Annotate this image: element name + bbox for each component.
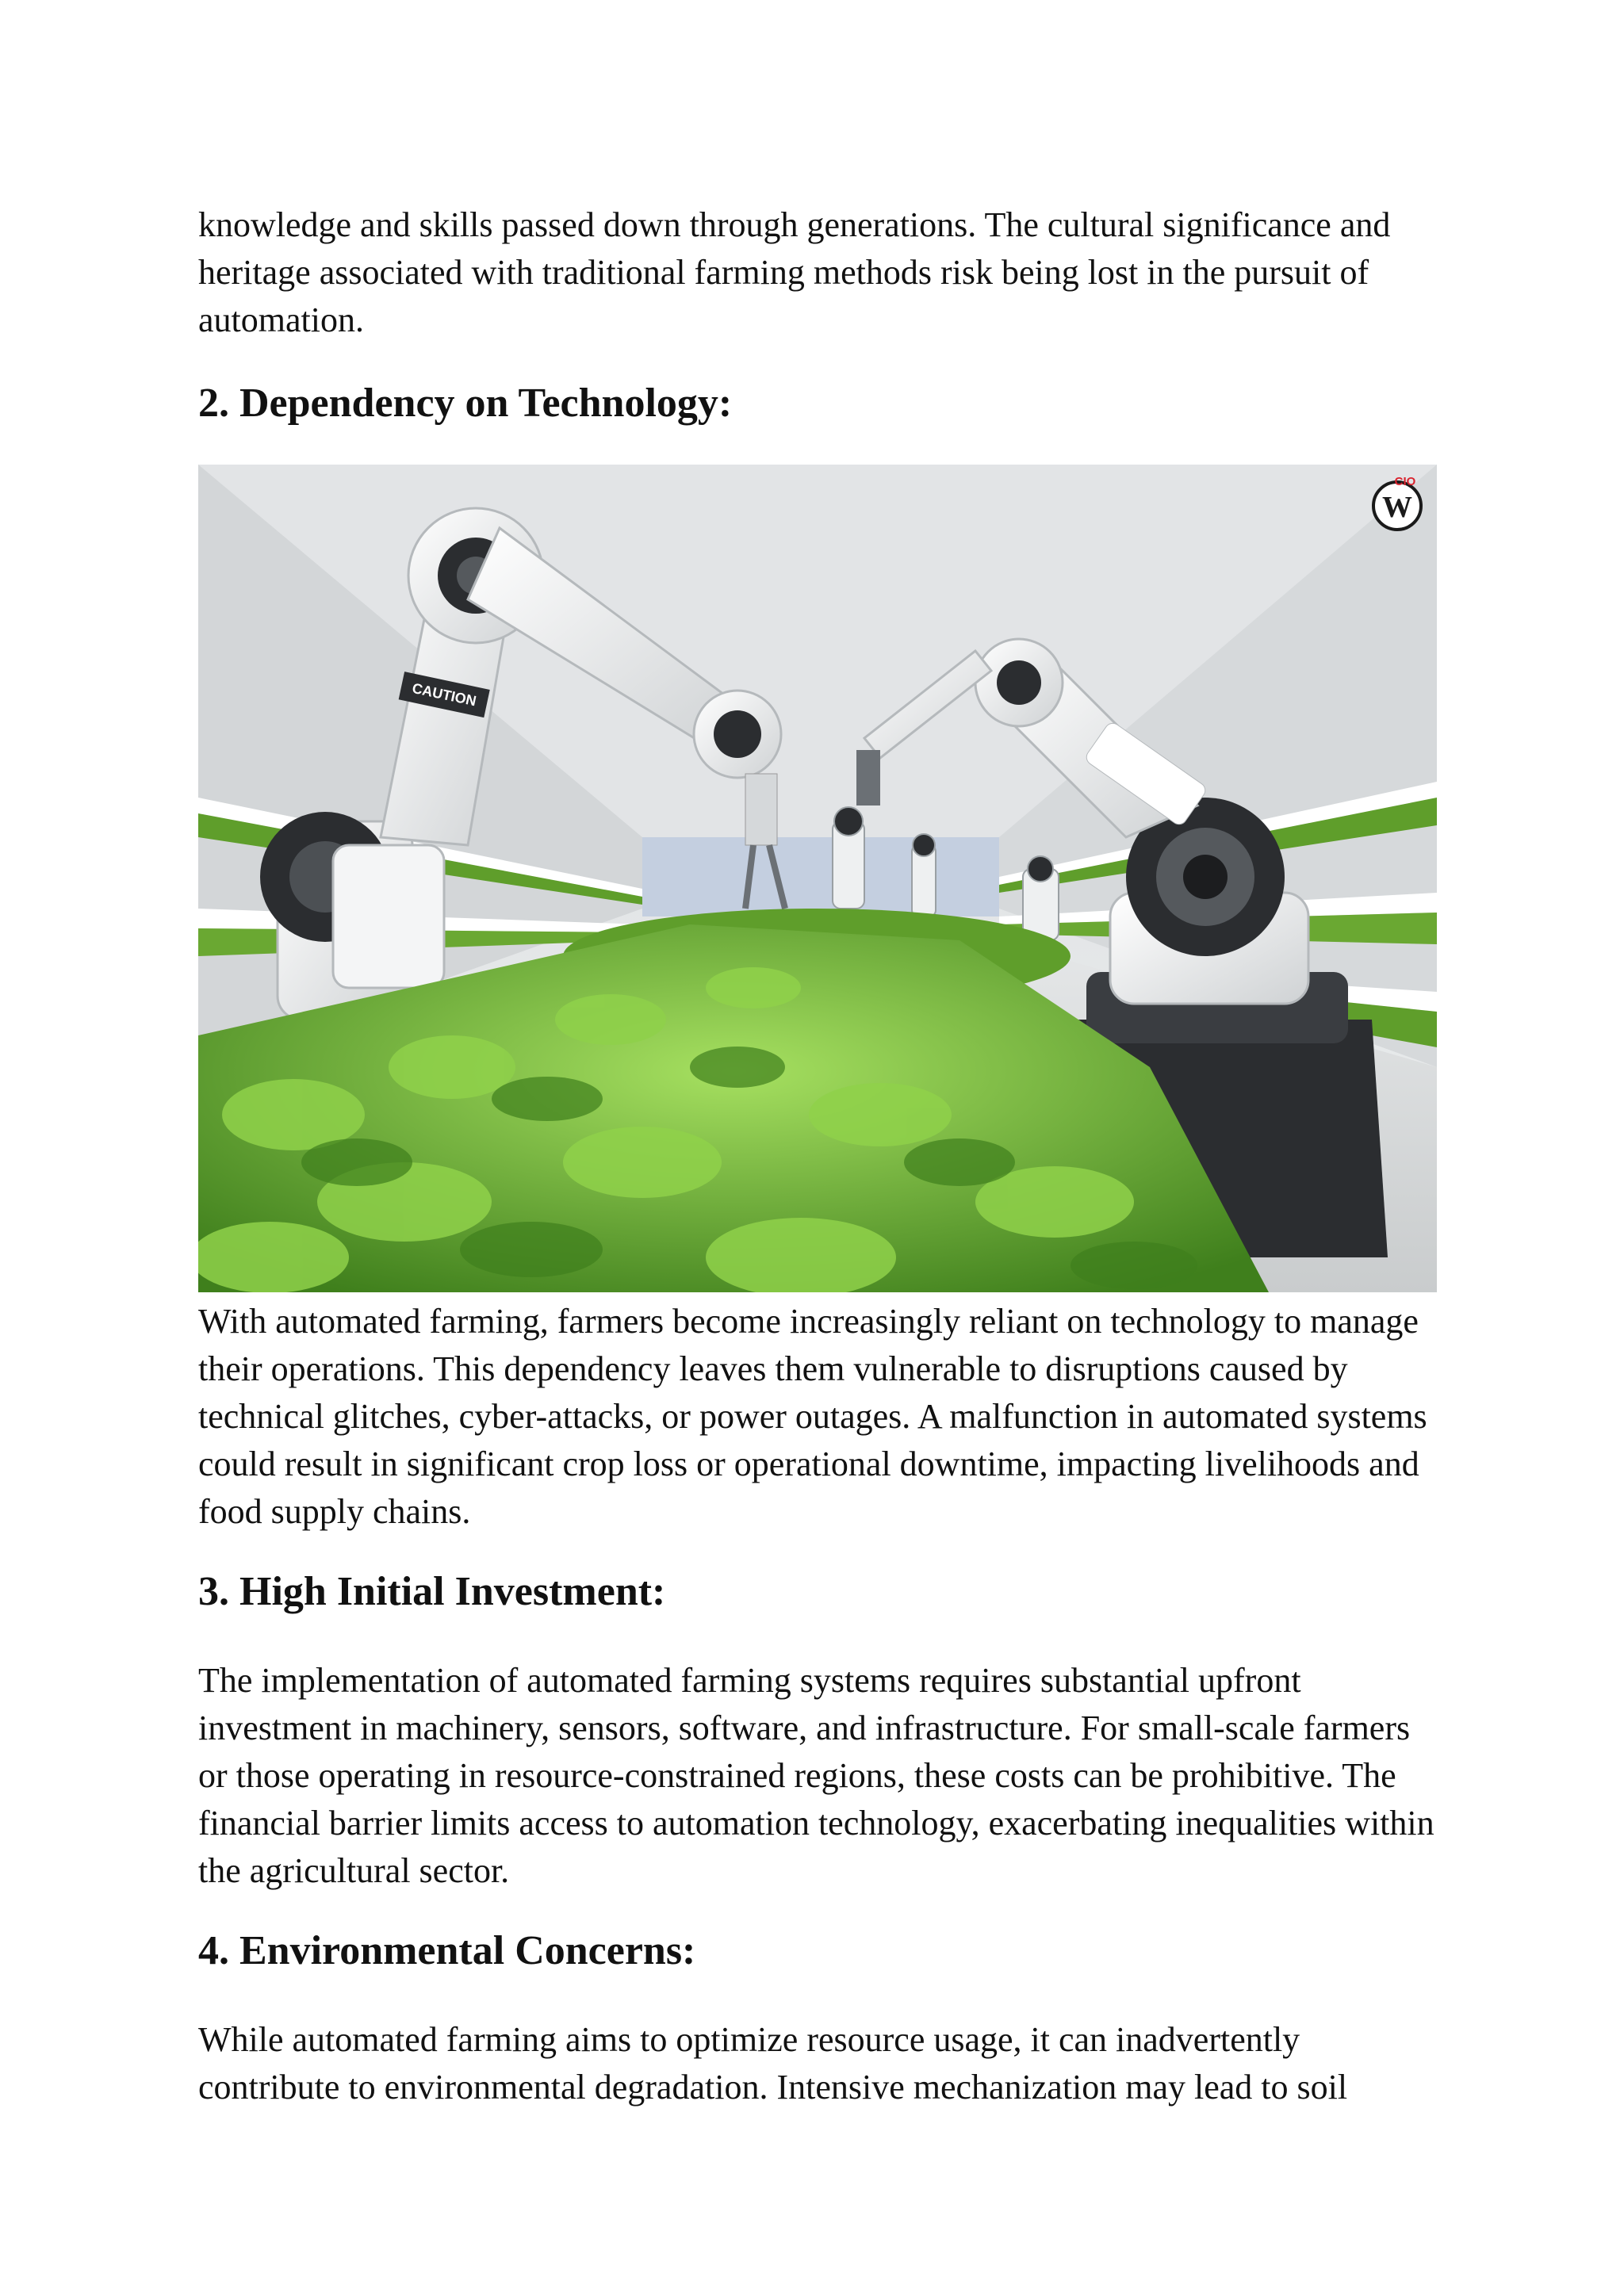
robotic-farming-image	[198, 465, 1437, 1292]
heading-dependency: 2. Dependency on Technology:	[198, 381, 733, 426]
investment-paragraph: The implementation of automated farming systems requires substantial upfront investment in machinery, sensors, software, and infrastructure. For small-scale farmers or those operating in resource-constrained regions, these costs can be prohibitive. The financial barrier limits access to automation technology, exacerbating inequalities within the agricultural sector.	[198, 1661, 1434, 1890]
heading-investment: 3. High Initial Investment:	[198, 1569, 666, 1614]
dependency-paragraph: With automated farming, farmers become increasingly reliant on technology to manage their operations. This dependency leaves them vulnerable to disruptions caused by technical glitches, cyber-attacks, or power outages. A malfunction in automated systems could result in significant crop loss or operational downtime, impacting livelihoods and food supply chains.	[198, 1302, 1427, 1531]
logo-cio-text: CIO	[1394, 475, 1416, 488]
arm-caution-label: CAUTION	[411, 679, 478, 710]
intro-paragraph: knowledge and skills passed down through generations. The cultural significance and heritage associated with traditional farming methods risk being lost in the pursuit of automation.	[198, 205, 1391, 339]
robotic-farming-illustration	[198, 465, 1437, 1292]
logo-letter: W	[1382, 491, 1412, 524]
heading-environment: 4. Environmental Concerns:	[198, 1928, 696, 1973]
environment-paragraph: While automated farming aims to optimize resource usage, it can inadvertently contribute to environmental degradation. Intensive mechanization may lead to soil	[198, 2020, 1348, 2107]
